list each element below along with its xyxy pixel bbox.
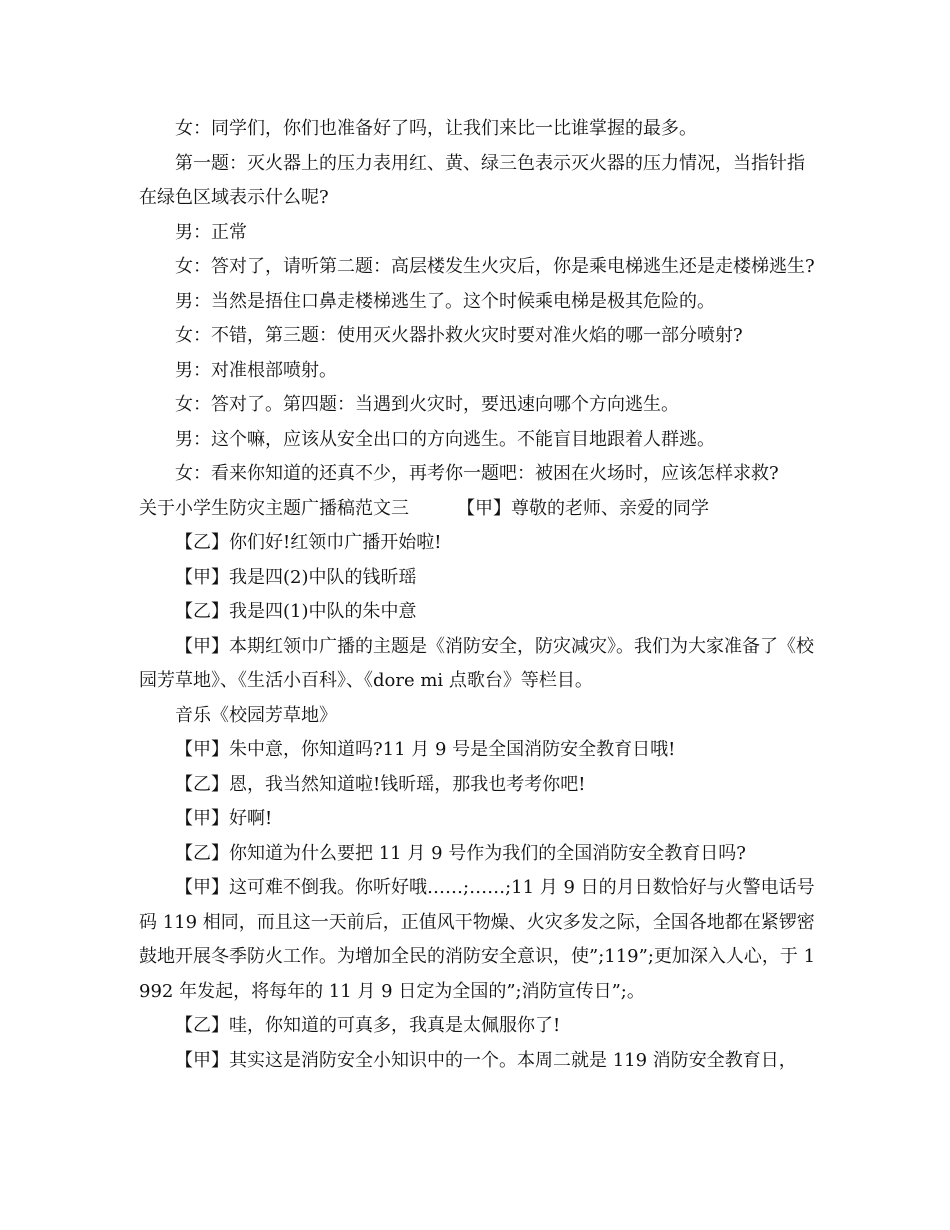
paragraph: 【乙】恩，我当然知道啦!钱昕瑶，那我也考考你吧! — [175, 773, 586, 795]
paragraph: 【乙】你知道为什么要把 11 月 9 号作为我们的全国消防安全教育日吗? — [175, 842, 746, 864]
paragraph: 男：这个嘛，应该从安全出口的方向逃生。不能盲目地跟着人群逃。 — [175, 428, 715, 450]
paragraph: 【甲】朱中意，你知道吗?11 月 9 号是全国消防安全教育日哦! — [175, 739, 676, 760]
paragraph: 女：答对了。第四题：当遇到火灾时，要迅速向哪个方向逃生。 — [175, 394, 679, 415]
paragraph: 女：不错，第三题：使用灭火器扑救火灾时要对准火焰的哪一部分喷射? — [175, 325, 743, 346]
document-body — [139, 112, 819, 1078]
paragraph: 【甲】其实这是消防安全小知识中的一个。本周二就是 119 消防安全教育日， — [175, 1049, 797, 1071]
section-title: 关于小学生防灾主题广播稿范文三 — [139, 497, 409, 519]
paragraph: 【乙】我是四(1)中队的朱中意 — [175, 601, 417, 622]
paragraph: 【甲】好啊! — [175, 808, 273, 829]
paragraph: 【乙】哇，你知道的可真多，我真是太佩服你了! — [175, 1015, 561, 1036]
paragraph: 【乙】你们好!红领巾广播开始啦! — [175, 532, 442, 553]
paragraph: 女：答对了，请听第二题：高层楼发生火灾后，你是乘电梯逃生还是走楼梯逃生? — [175, 256, 815, 277]
section-heading-line — [139, 492, 819, 527]
paragraph: 【甲】这可难不倒我。你听好哦……;……;11 月 9 日的月日数恰好与火警电话号码 119 相同，而且这一天前后，正值风干物燥、火灾多发之际，全国各地都在紧锣密鼓地开展冬季防火工作。为增加全民的消防安全意识，使”;119”;更加深入人心，于 1992 年发起，将每年的 11 月 9 日定为全国的”;消防宣传日”;。 — [139, 877, 816, 1002]
paragraph: 男：正常 — [175, 221, 247, 243]
paragraph: 女：同学们，你们也准备好了吗，让我们来比一比谁掌握的最多。 — [175, 118, 697, 139]
paragraph: 男：当然是捂住口鼻走楼梯逃生了。这个时候乘电梯是极其危险的。 — [175, 290, 715, 312]
paragraph: 第一题：灭火器上的压力表用红、黄、绿三色表示灭火器的压力情况，当指针指在绿色区域表示什么呢? — [139, 152, 805, 208]
paragraph: 女：看来你知道的还真不少，再考你一题吧：被困在火场时，应该怎样求救? — [175, 463, 779, 484]
paragraph: 音乐《校园芳草地》 — [175, 704, 337, 726]
paragraph: 【甲】我是四(2)中队的钱昕瑶 — [175, 566, 417, 588]
section-title-continuation: 【甲】尊敬的老师、亲爱的同学 — [457, 497, 709, 519]
paragraph: 【甲】本期红领巾广播的主题是《消防安全，防灾减灾》。我们为大家准备了《校园芳草地》、《生活小百科》、《dore mi 点歌台》等栏目。 — [139, 635, 814, 691]
paragraph: 男：对准根部喷射。 — [175, 359, 337, 381]
